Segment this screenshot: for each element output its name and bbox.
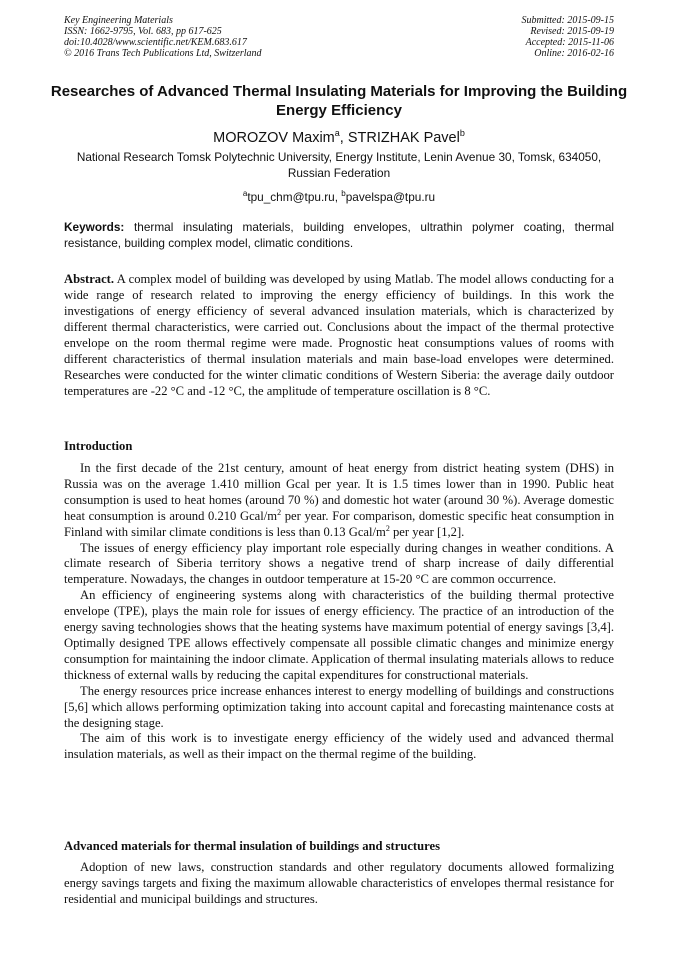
intro-p1-part-b: per year. For comparison, domestic specific heat consumption in Finland with similar climate conditions is less than 0.13 Gcal/m: [64, 508, 615, 539]
keywords-label: Keywords:: [64, 220, 125, 234]
intro-paragraph-1: [64, 461, 614, 541]
abstract: [64, 271, 614, 399]
intro-paragraph-5: The aim of this work is to investigate energy efficiency of the widely used and advanced thermal insulation materials, as well as their impact on the thermal regime of the building.: [64, 731, 614, 762]
journal-info: [64, 15, 262, 59]
journal-doi: doi:10.4028/www.scientific.net/KEM.683.617: [64, 37, 247, 48]
submitted-date: Submitted: 2015-09-15: [521, 15, 614, 26]
intro-p1-sup-1: 2: [277, 507, 282, 517]
journal-name: Key Engineering Materials: [64, 15, 173, 26]
intro-paragraph-2: The issues of energy efficiency play important role especially during changes in weather conditions. A climate research of Siberia territory shows a negative trend of sharp increase of daily differential temperature. Nowadays, the changes in outdoor temperature at 15-20 °C are common occurrence.: [64, 540, 614, 587]
keywords-text: thermal insulating materials, building envelopes, ultrathin polymer coating, thermal resistance, building complex model, climatic conditions.: [64, 220, 615, 250]
advanced-materials-heading: Advanced materials for thermal insulation of buildings and structures: [64, 839, 440, 853]
author-emails: [64, 186, 614, 205]
email-separator: ,: [334, 189, 342, 204]
revised-date: Revised: 2015-09-19: [530, 26, 614, 37]
author-strizhak-affil: b: [459, 128, 465, 138]
email-a: tpu_chm@tpu.ru: [247, 189, 335, 204]
intro-paragraph-3: An efficiency of engineering systems along with characteristics of the building thermal protective envelope (TPE), plays the main role for issues of energy efficiency. The practice of an introduction of the energy saving technologies shows that the heating systems have maximum potential of energy savings [3,4]. Optimally designed TPE allows effectively compensate all possible climatic changes and minimize energy consumption for maintaining the indoor climate. Application of thermal insulating materials allows to reduce thickness of external walls by reducing the capital expenditures for constructional materials.: [64, 588, 614, 682]
author-morozov: MOROZOV Maxim: [213, 129, 335, 146]
email-a-marker: a: [242, 189, 248, 198]
email-b: pavelspa@tpu.ru: [345, 189, 436, 204]
accepted-date: Accepted: 2015-11-06: [525, 37, 614, 48]
author-separator: ,: [339, 129, 348, 146]
keywords: [64, 220, 614, 251]
affiliation: National Research Tomsk Polytechnic University, Energy Institute, Lenin Avenue 30, Tomsk, 634050, Russian Federation: [76, 150, 602, 180]
online-date: Online: 2016-02-16: [534, 48, 614, 59]
abstract-label: Abstract.: [64, 272, 115, 286]
advanced-materials-body: [64, 860, 614, 908]
author-list: [40, 124, 638, 147]
email-b-marker: b: [341, 189, 346, 198]
paper-title: Researches of Advanced Thermal Insulating Materials for Improving the Building Energy Efficiency: [50, 83, 628, 119]
author-morozov-affil: a: [334, 128, 340, 138]
submission-dates: [522, 15, 615, 59]
introduction-body: [64, 461, 614, 763]
journal-issn: ISSN: 1662-9795, Vol. 683, pp 617-625: [64, 26, 222, 37]
intro-p1-part-c: per year [1,2].: [389, 524, 465, 539]
introduction-heading: Introduction: [64, 439, 133, 453]
intro-p1-sup-2: 2: [385, 523, 390, 533]
intro-paragraph-4: The energy resources price increase enhances interest to energy modelling of buildings and constructions [5,6] which allows performing optimization taking into account capital and forecasting maintenance costs at the designing stage.: [64, 683, 614, 730]
intro-p1-part-a: In the first decade of the 21st century, amount of heat energy from district heating system (DHS) in Russia was on the average 1.410 million Gcal per year. It is 1.5 times lower than in 1990. Public heat consumption is used to heat homes (around 70 %) and domestic hot water (around 30 %). Average domestic heat consumption is around 0.210 Gcal/m: [64, 461, 614, 523]
journal-copyright: © 2016 Trans Tech Publications Ltd, Switzerland: [64, 48, 262, 59]
advanced-paragraph-1: Adoption of new laws, construction standards and other regulatory documents allowed formalizing energy savings targets and fixing the maximum allowable characteristics of envelopes thermal resistance for residential and municipal buildings and structures.: [64, 860, 614, 906]
abstract-text: A complex model of building was developed by using Matlab. The model allows conducting for a wide range of research related to improving the energy efficiency of buildings. In this work the investigations of energy efficiency of several advanced insulation materials, which is characterized by different thermal characteristics, were carried out. Conclusions about the impact of the thermal protective envelope on the room thermal regime were made. Prognostic heat consumptions values of rooms with different characteristics of thermal insulation materials and main base-load envelopes were determined. Researches were conducted for the winter climatic conditions of Western Siberia: the average daily outdoor temperatures are -22 °C and -12 °C, the amplitude of temperature oscillation is 8 °C.: [64, 272, 614, 398]
author-strizhak: STRIZHAK Pavel: [347, 129, 460, 146]
